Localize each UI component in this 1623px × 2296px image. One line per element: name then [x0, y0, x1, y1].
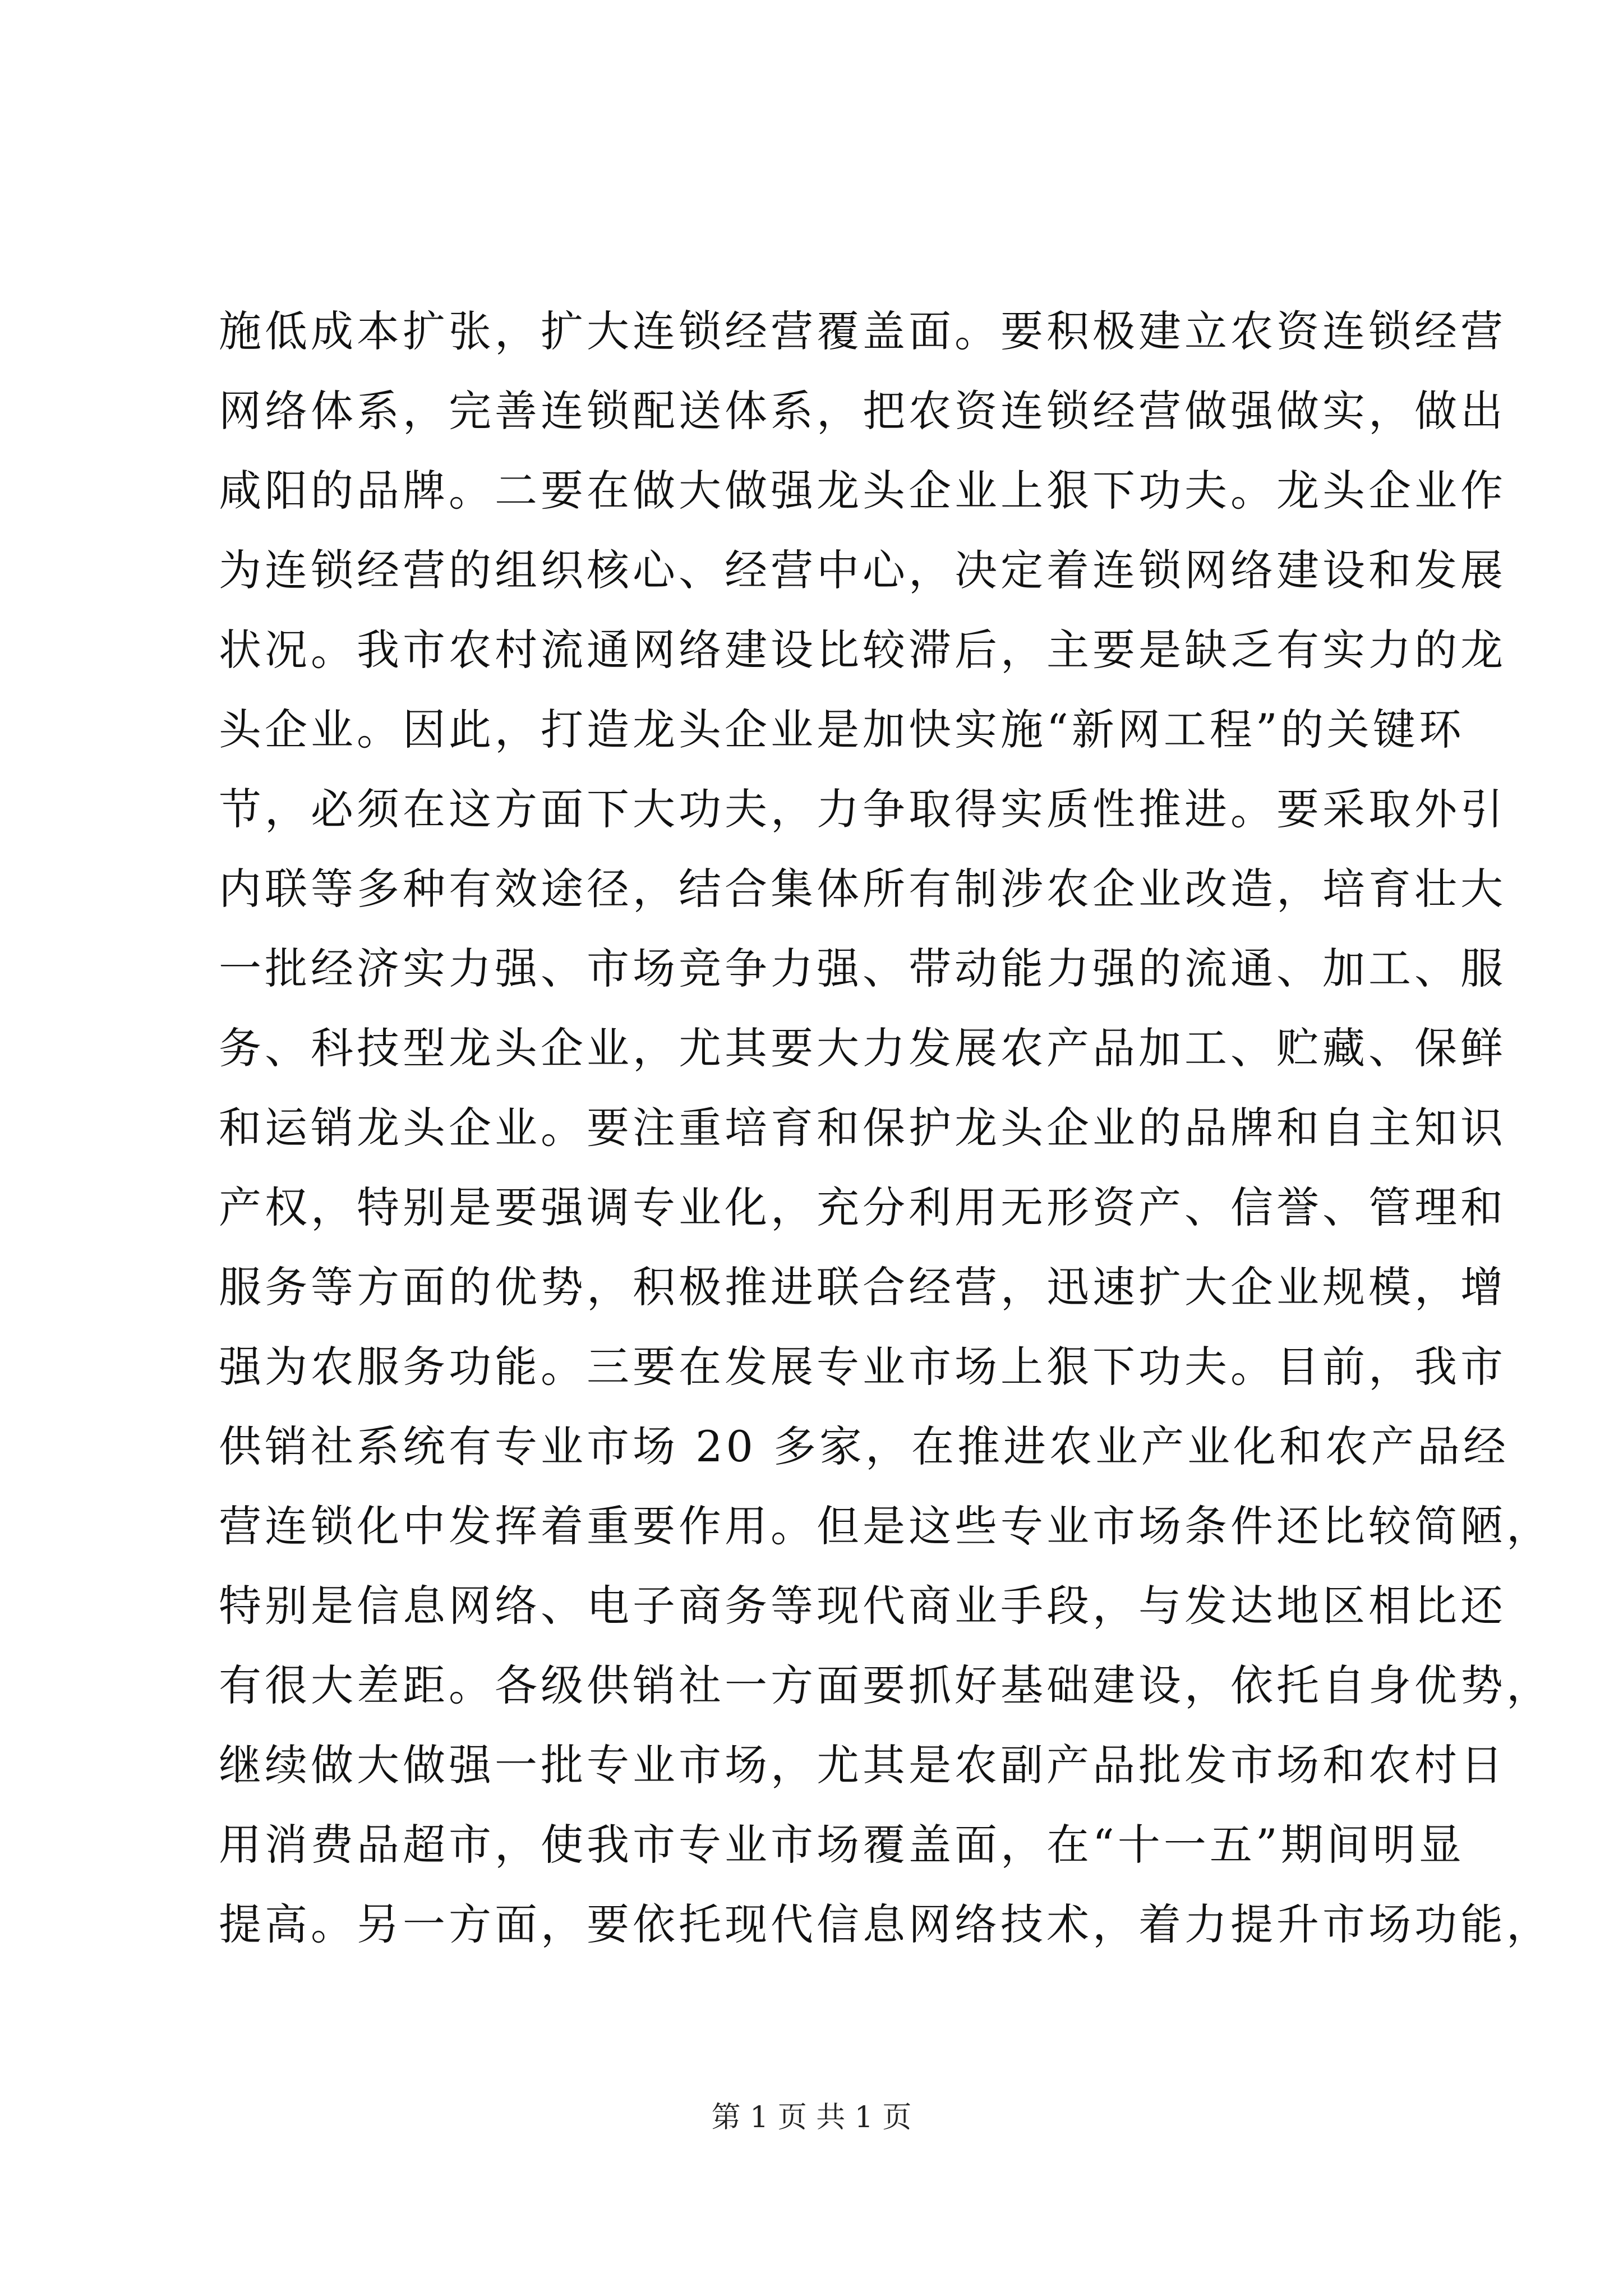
text-line: 有很大差距。各级供销社一方面要抓好基础建设，依托自身优势，: [219, 1660, 1552, 1710]
text-line: 强为农服务功能。三要在发展专业市场上狠下功夫。目前，我市: [219, 1342, 1506, 1392]
text-line: 咸阳的品牌。二要在做大做强龙头企业上狠下功夫。龙头企业作: [219, 466, 1506, 516]
page-footer: [0, 2098, 1623, 2137]
text-line: 为连锁经营的组织核心、经营中心，决定着连锁网络建设和发展: [219, 545, 1506, 595]
text-line: 施低成本扩张，扩大连锁经营覆盖面。要积极建立农资连锁经营: [219, 306, 1506, 356]
text-line: 供销社系统有专业市场 20 多家，在推进农业产业化和农产品经: [219, 1421, 1510, 1471]
text-line: 用消费品超市，使我市专业市场覆盖面，在“十一五”期间明显: [219, 1820, 1465, 1870]
text-line: 节，必须在这方面下大功夫，力争取得实质性推进。要采取外引: [219, 784, 1506, 834]
text-line: 产权，特别是要强调专业化，充分利用无形资产、信誉、管理和: [219, 1182, 1506, 1232]
text-line: 继续做大做强一批专业市场，尤其是农副产品批发市场和农村日: [219, 1740, 1506, 1790]
text-line: 服务等方面的优势，积极推进联合经营，迅速扩大企业规模，增: [219, 1262, 1506, 1312]
page-number-label: 第 1 页 共 1 页: [711, 2101, 912, 2134]
text-line: 状况。我市农村流通网络建设比较滞后，主要是缺乏有实力的龙: [219, 625, 1506, 675]
text-line: 务、科技型龙头企业，尤其要大力发展农产品加工、贮藏、保鲜: [219, 1023, 1506, 1073]
text-line: 内联等多种有效途径，结合集体所有制涉农企业改造，培育壮大: [219, 864, 1506, 914]
text-line: 营连锁化中发挥着重要作用。但是这些专业市场条件还比较简陋，: [219, 1501, 1552, 1551]
document-body: [219, 292, 1552, 1964]
text-line: 一批经济实力强、市场竞争力强、带动能力强的流通、加工、服: [219, 944, 1506, 993]
text-line: 网络体系，完善连锁配送体系，把农资连锁经营做强做实，做出: [219, 386, 1506, 436]
text-line: 头企业。因此，打造龙头企业是加快实施“新网工程”的关键环: [219, 705, 1465, 754]
text-line: 特别是信息网络、电子商务等现代商业手段，与发达地区相比还: [219, 1581, 1506, 1631]
text-line: 和运销龙头企业。要注重培育和保护龙头企业的品牌和自主知识: [219, 1103, 1506, 1153]
text-line: 提高。另一方面，要依托现代信息网络技术，着力提升市场功能，: [219, 1899, 1552, 1949]
